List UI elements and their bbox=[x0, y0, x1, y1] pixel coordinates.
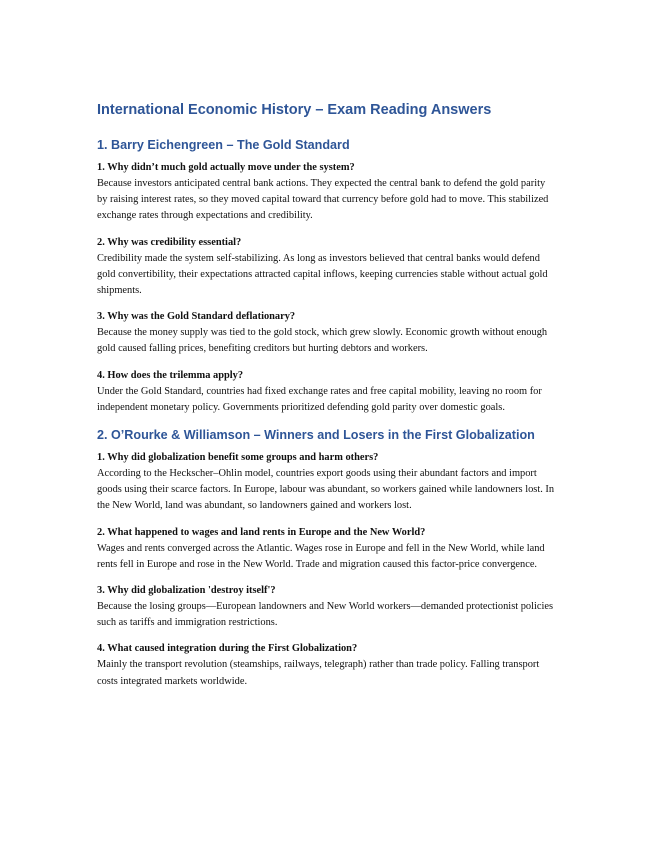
document-page bbox=[97, 100, 557, 700]
answer: Because the losing groups—European landowners and New World workers—demanded protectionist policies such as tariffs and immigration restrictions. bbox=[97, 601, 554, 629]
question: 4. How does the trilemma apply? bbox=[97, 369, 244, 381]
question: 3. Why was the Gold Standard deflationary? bbox=[97, 311, 296, 323]
qa-item bbox=[97, 641, 557, 689]
answer: Credibility made the system self-stabilizing. As long as investors believed that central banks would defend gold convertibility, their expectations attracted capital inflows, keeping currencies stable without actual gold shipments. bbox=[97, 252, 548, 297]
answer: Because investors anticipated central bank actions. They expected the central bank to defend the gold parity by raising interest rates, so they moved capital toward that currency before gold had to move. This stabilized exchange rates through expectations and credibility. bbox=[97, 178, 549, 222]
section-first-globalization bbox=[97, 426, 557, 690]
qa-item bbox=[97, 235, 557, 300]
answer: Because the money supply was tied to the gold stock, which grew slowly. Economic growth without enough gold caused falling prices, benefiting creditors but hurting debtors and workers. bbox=[97, 327, 548, 355]
question: 1. Why did globalization benefit some groups and harm others? bbox=[97, 452, 379, 464]
qa-item bbox=[97, 160, 557, 225]
qa-item bbox=[97, 450, 557, 515]
answer: Wages and rents converged across the Atlantic. Wages rose in Europe and fell in the New World, while land rents fell in Europe and rose in the New World. Trade and migration caused this factor-price convergence. bbox=[97, 542, 545, 570]
section-gold-standard bbox=[97, 136, 557, 416]
qa-item bbox=[97, 525, 557, 573]
answer: According to the Heckscher–Ohlin model, countries export goods using their abundant factors and import goods using their scarce factors. In Europe, labour was abundant, so workers gained while landowners lost. In the New World, land was abundant, so landowners gained and workers lost. bbox=[97, 468, 555, 512]
question: 1. Why didn’t much gold actually move under the system? bbox=[97, 162, 355, 173]
section-heading: 1. Barry Eichengreen – The Gold Standard bbox=[97, 138, 350, 152]
qa-item bbox=[97, 368, 557, 416]
question: 3. Why did globalization 'destroy itself'? bbox=[97, 585, 276, 597]
question: 4. What caused integration during the First Globalization? bbox=[97, 643, 358, 655]
answer: Under the Gold Standard, countries had fixed exchange rates and free capital mobility, leaving no room for independent monetary policy. Governments prioritized defending gold parity over domestic goals. bbox=[97, 385, 542, 413]
question: 2. Why was credibility essential? bbox=[97, 236, 242, 248]
section-heading: 2. O’Rourke & Williamson – Winners and Losers in the First Globalization bbox=[97, 428, 535, 443]
question: 2. What happened to wages and land rents in Europe and the New World? bbox=[97, 526, 426, 538]
qa-item bbox=[97, 583, 557, 631]
document-title: International Economic History – Exam Reading Answers bbox=[97, 102, 492, 118]
qa-item bbox=[97, 309, 557, 357]
answer: Mainly the transport revolution (steamships, railways, telegraph) rather than trade policy. Falling transport costs integrated markets worldwide. bbox=[97, 659, 540, 687]
